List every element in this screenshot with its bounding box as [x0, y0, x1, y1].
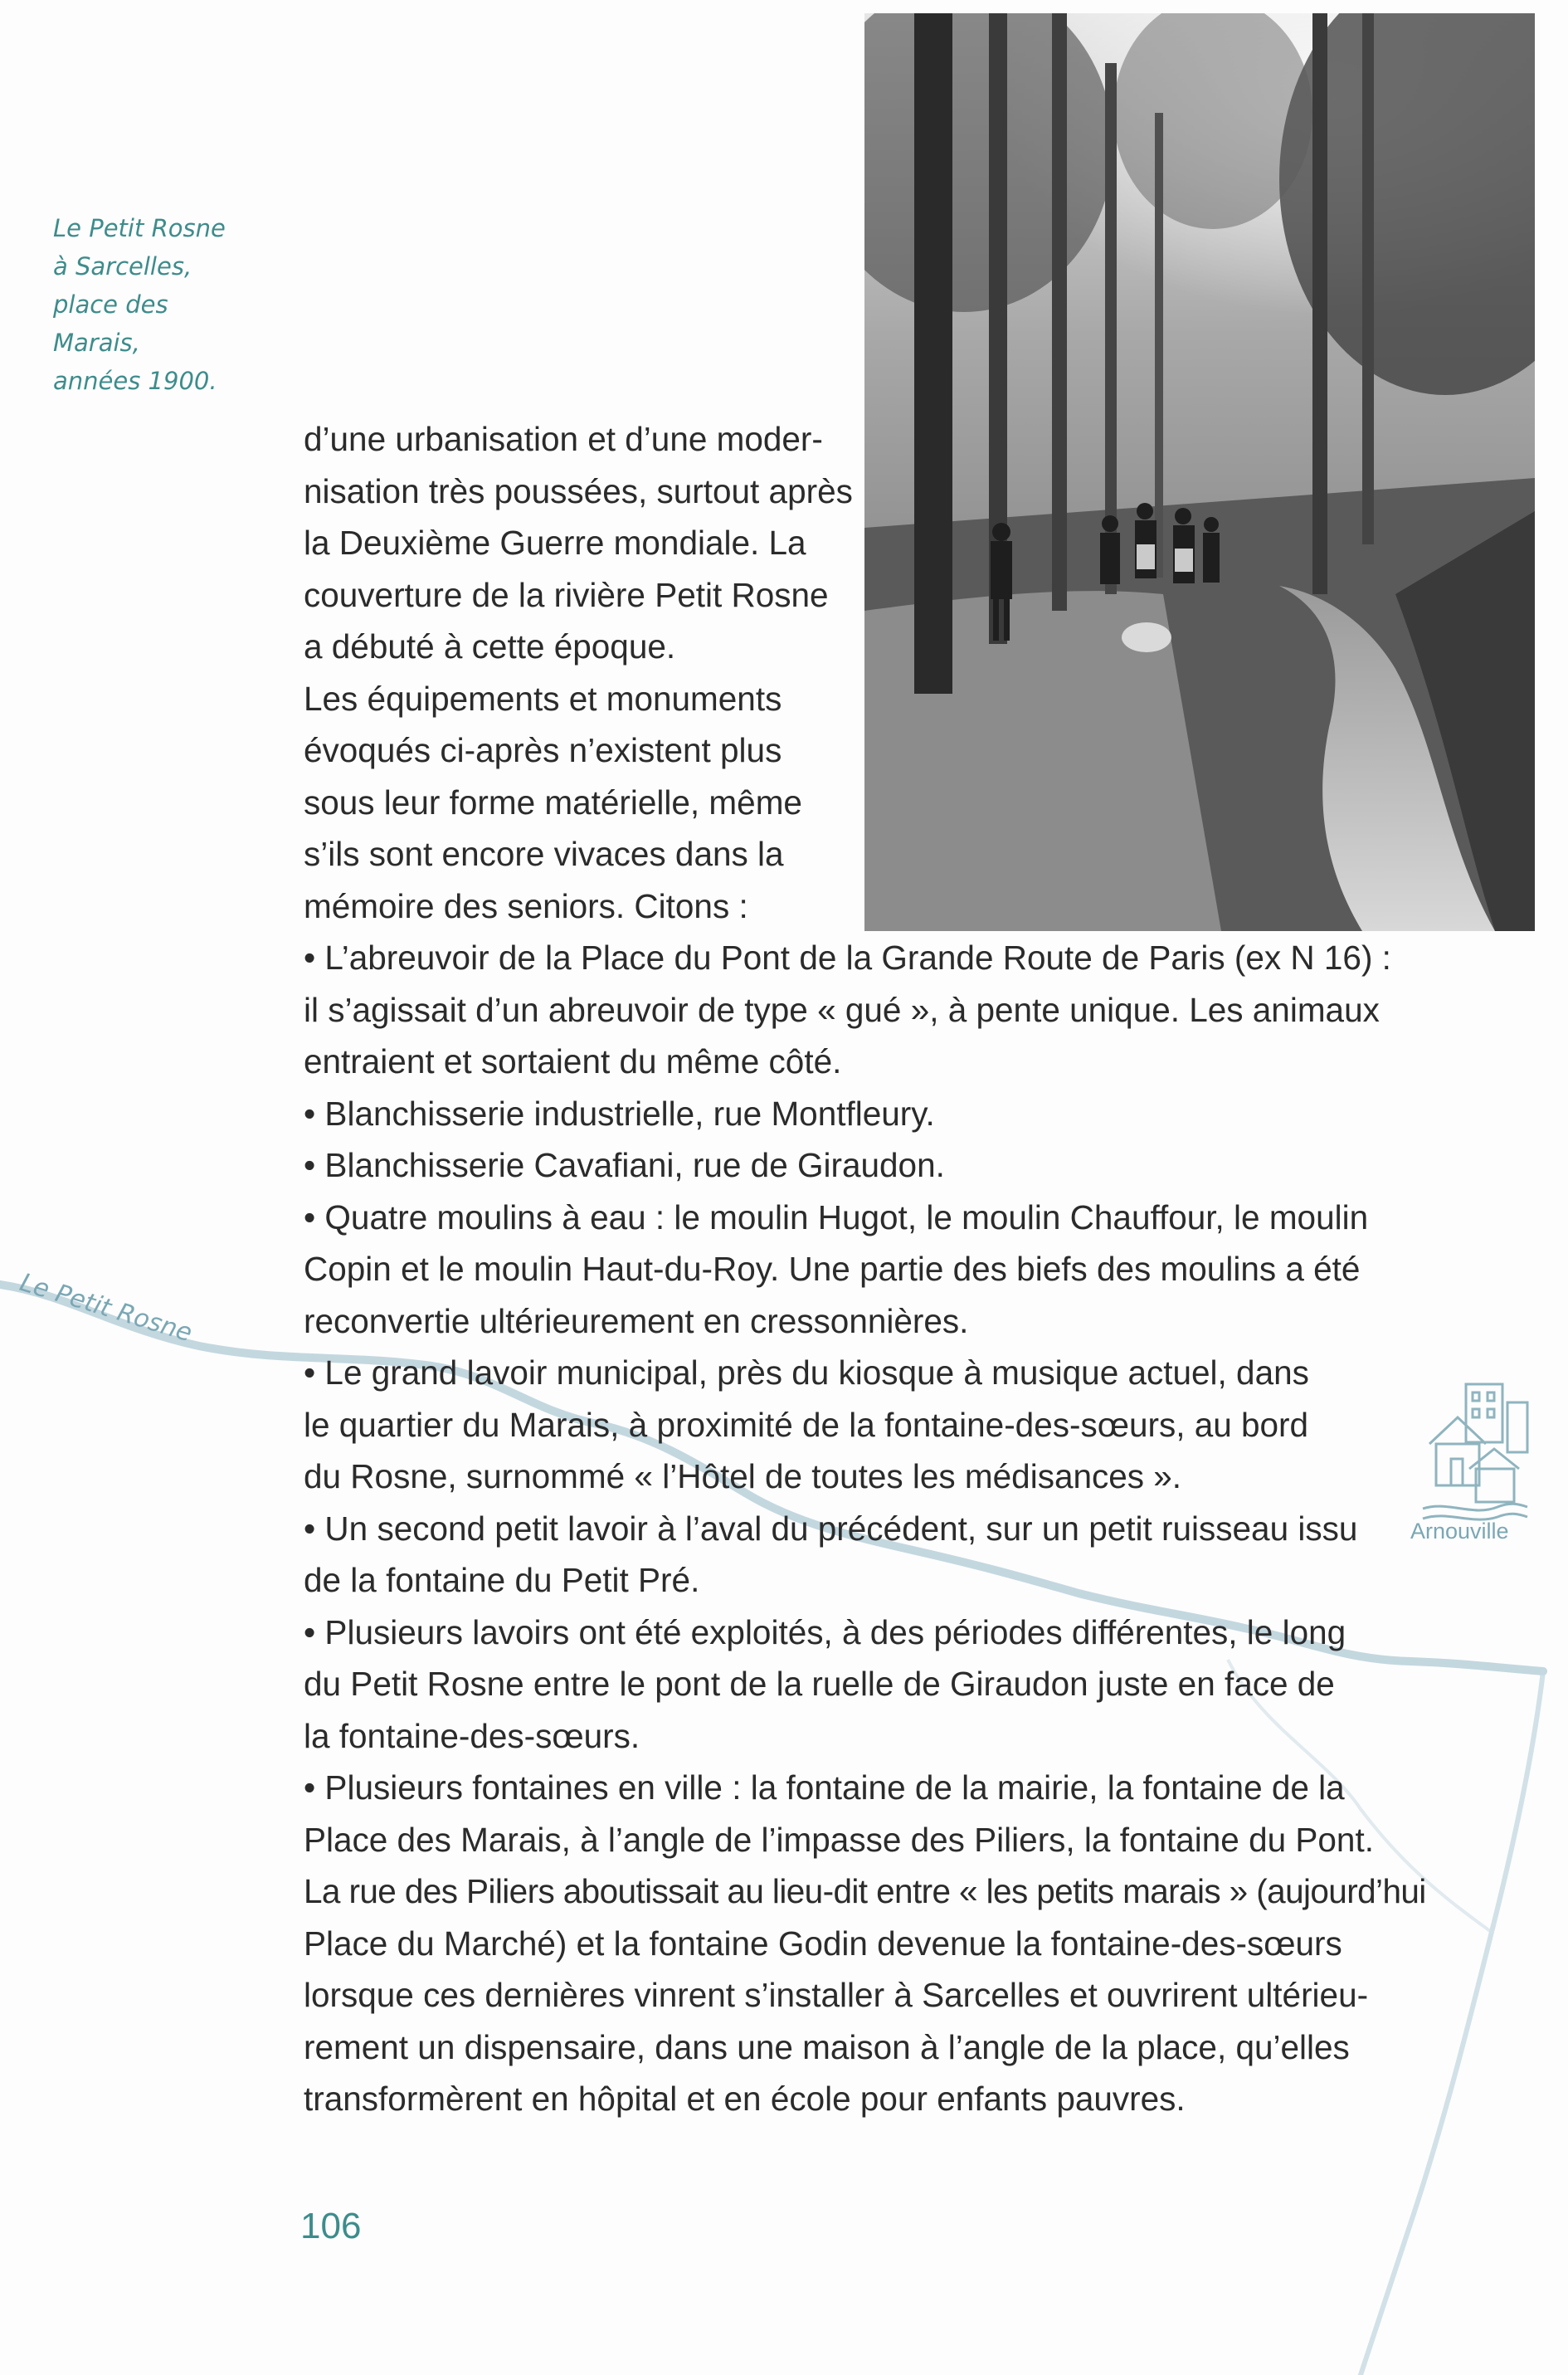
- caption-line: à Sarcelles,: [53, 252, 192, 280]
- town-label: Arnouville: [1410, 1519, 1509, 1544]
- text-line: La rue des Piliers aboutissait au lieu-dit entre « les petits marais » (aujourd’hui: [304, 1872, 1426, 1910]
- text-line: d’une urbanisation et d’une moder-: [304, 420, 823, 458]
- text-line: Les équipements et monuments: [304, 679, 782, 718]
- text-line: s’ils sont encore vivaces dans la: [304, 835, 784, 873]
- bullet-line: • Blanchisserie Cavafiani, rue de Giraudon.: [304, 1146, 945, 1184]
- text-line: de la fontaine du Petit Pré.: [304, 1561, 700, 1599]
- bullet-line: • Blanchisserie industrielle, rue Montfleury.: [304, 1094, 935, 1133]
- photo-caption: [53, 209, 252, 400]
- bullet-line: • L’abreuvoir de la Place du Pont de la Grande Route de Paris (ex N 16) :: [304, 939, 1391, 977]
- text-line: Place des Marais, à l’angle de l’impasse des Piliers, la fontaine du Pont.: [304, 1820, 1374, 1859]
- text-line: rement un dispensaire, dans une maison à l’angle de la place, qu’elles: [304, 2027, 1350, 2066]
- text-line: du Petit Rosne entre le pont de la ruelle de Giraudon juste en face de: [304, 1665, 1335, 1703]
- bullet-line: • Le grand lavoir municipal, près du kiosque à musique actuel, dans: [304, 1353, 1309, 1392]
- river-label: Le Petit Rosne: [16, 1268, 196, 1348]
- text-line: la Deuxième Guerre mondiale. La: [304, 524, 806, 562]
- page-number: 106: [300, 2206, 362, 2246]
- caption-line: Marais,: [53, 329, 140, 357]
- text-line: la fontaine-des-sœurs.: [304, 1716, 640, 1755]
- caption-line: Le Petit Rosne: [53, 214, 226, 242]
- bullet-line: • Un second petit lavoir à l’aval du précédent, sur un petit ruisseau issu: [304, 1509, 1358, 1548]
- bullet-line: • Plusieurs fontaines en ville : la fontaine de la mairie, la fontaine de la: [304, 1768, 1345, 1807]
- bullet-line: • Quatre moulins à eau : le moulin Hugot, le moulin Chauffour, le moulin: [304, 1197, 1369, 1236]
- text-line: évoqués ci-après n’existent plus: [304, 731, 782, 769]
- text-line: nisation très poussées, surtout après: [304, 471, 853, 510]
- text-line: du Rosne, surnommé « l’Hôtel de toutes les médisances ».: [304, 1457, 1182, 1495]
- text-line: le quartier du Marais, à proximité de la fontaine-des-sœurs, au bord: [304, 1405, 1309, 1444]
- caption-line: place des: [53, 290, 168, 319]
- text-line: couverture de la rivière Petit Rosne: [304, 575, 829, 614]
- text-line: reconvertie ultérieurement en cressonnières.: [304, 1301, 969, 1340]
- town-icon: [1415, 1369, 1531, 1527]
- text-line: mémoire des seniors. Citons :: [304, 886, 748, 925]
- text-line: sous leur forme matérielle, même: [304, 783, 802, 822]
- bullet-line: • Plusieurs lavoirs ont été exploités, à des périodes différentes, le long: [304, 1612, 1346, 1651]
- text-line: lorsque ces dernières vinrent s’installer à Sarcelles et ouvrirent ultérieu-: [304, 1976, 1369, 2014]
- text-line: a débuté à cette époque.: [304, 627, 676, 666]
- text-line: Copin et le moulin Haut-du-Roy. Une partie des biefs des moulins a été: [304, 1250, 1361, 1288]
- text-line: entraient et sortaient du même côté.: [304, 1042, 842, 1080]
- text-line: il s’agissait d’un abreuvoir de type « gué », à pente unique. Les animaux: [304, 990, 1380, 1029]
- text-line: transformèrent en hôpital et en école pour enfants pauvres.: [304, 2080, 1186, 2118]
- body-text: [304, 413, 1426, 2125]
- caption-line: années 1900.: [53, 367, 217, 395]
- text-line: Place du Marché) et la fontaine Godin devenue la fontaine-des-sœurs: [304, 1924, 1342, 1963]
